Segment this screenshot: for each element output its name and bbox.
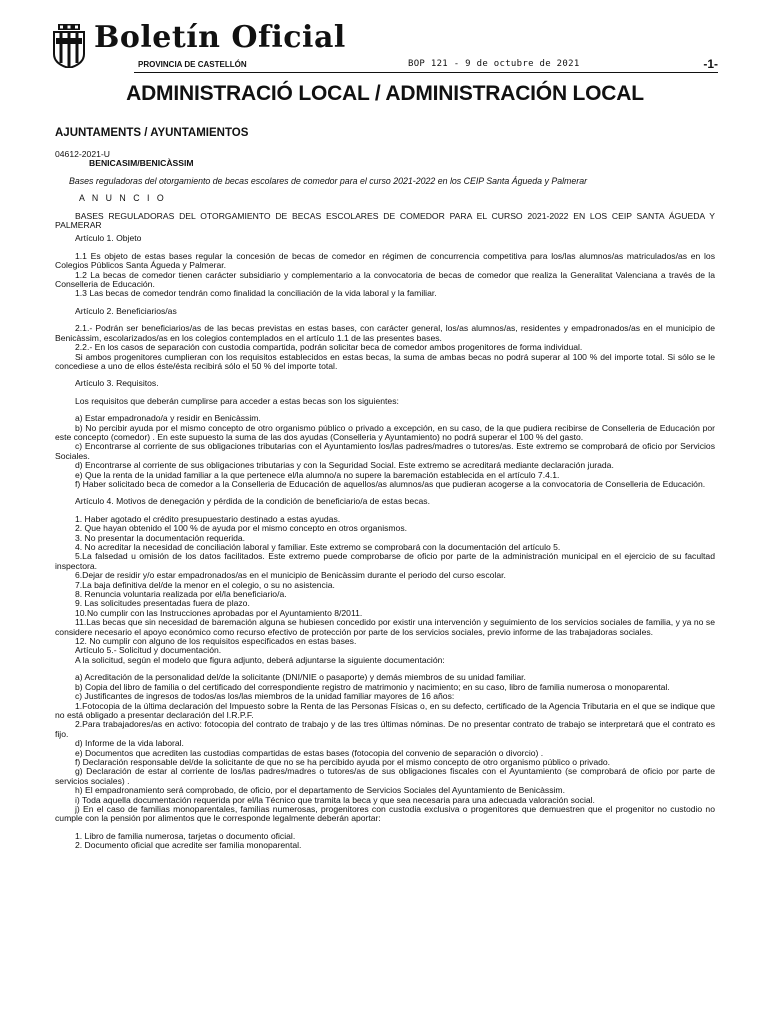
- bulletin-issue-date: BOP 121 - 9 de octubre de 2021: [408, 59, 580, 69]
- article-1-paragraph: 1.3 Las becas de comedor tendrán como finalidad la conciliación de la vida laboral y la familiar.: [75, 288, 437, 299]
- documentation-item: 1.Fotocopia de la última declaración del Impuesto sobre la Renta de las Personas Físicas o, en su defecto, certificado de la Agencia Tributaria en el que se indique que no está obligado a presentar declaración del I.R.P.F.: [55, 700, 715, 720]
- denial-reason-item: 7.La baja definitiva del/de la menor en el colegio, o su no asistencia.: [75, 579, 335, 590]
- article-5-intro: A la solicitud, según el modelo que figura adjunto, deberá adjuntarse la siguiente documentación:: [75, 654, 445, 665]
- documentation-subitem: 2. Documento oficial que acredite ser familia monoparental.: [75, 840, 302, 851]
- requirement-item: d) Encontrarse al corriente de sus obligaciones tributarias y con la Seguridad Social. Este extremo se acreditará mediante declaración jurada.: [75, 460, 614, 471]
- article-2-paragraph: 2.1.- Podrán ser beneficiarios/as de las becas previstas en estas bases, con carácter general, los/as alumnos/as, residentes y empadronados/as en el municipio de Benicàssim, escolarizados/as en los colegios contemplados en el artículo 1.1 de las presentes bases.: [55, 323, 715, 343]
- article-2-paragraph: Si ambos progenitores cumplieran con los requisitos establecidos en estas becas, la suma de ambas becas no podrá superar al 100 % del importe total. Si sólo se le concediese a uno de ellos éste/ésta recibirá sólo el 50 % del importe total.: [55, 351, 715, 371]
- documentation-subitem: 1. Libro de familia numerosa, tarjetas o documento oficial.: [75, 830, 296, 841]
- subsection-heading: AJUNTAMENTS / AYUNTAMIENTOS: [55, 127, 249, 139]
- province-label: PROVINCIA DE CASTELLÓN: [138, 60, 247, 69]
- documentation-item: d) Informe de la vida laboral.: [75, 738, 184, 749]
- document-title: BASES REGULADORAS DEL OTORGAMIENTO DE BECAS ESCOLARES DE COMEDOR PARA EL CURSO 2021-2022 EN LOS CEIP SANTA ÁGUEDA Y PALMERAR: [55, 210, 715, 231]
- document-body: [55, 126, 715, 851]
- reference-code: 04612-2021-U: [55, 149, 110, 159]
- denial-reason-item: 9. Las solicitudes presentadas fuera de plazo.: [75, 598, 250, 609]
- article-1-heading: Artículo 1. Objeto: [75, 233, 142, 244]
- requirement-item: a) Estar empadronado/a y residir en Benicàssim.: [75, 413, 261, 424]
- article-3-intro: Los requisitos que deberán cumplirse para acceder a estas becas son los siguientes:: [75, 395, 399, 406]
- bulletin-header: [52, 22, 718, 74]
- requirement-item: f) Haber solicitado beca de comedor a la Conselleria de Educación de aquellos/as alumnos/as que pudieran acogerse a la convocatoria de Conselleria de Educación.: [75, 478, 706, 489]
- section-title: ADMINISTRACIÓ LOCAL / ADMINISTRACIÓN LOCAL: [126, 82, 644, 105]
- denial-reason-item: 11.Las becas que sin necesidad de baremación alguna se hubiesen concedido por existir una intervención y seguimiento de los servicios sociales de familia, y ya no se considere necesario el apoyo económico como recurso efectivo de protección por parte de los servicios sociales, previo informe de las trabajadoras sociales.: [55, 617, 715, 637]
- denial-reason-item: 8. Renuncia voluntaria realizada por el/la beneficiario/a.: [75, 589, 287, 600]
- denial-reason-item: 10.No cumplir con las Instrucciones aprobadas por el Ayuntamiento 8/2011.: [75, 607, 363, 618]
- documentation-item: h) El empadronamiento será comprobado, de oficio, por el departamento de Servicios Sociales del Ayuntamiento de Benicàssim.: [75, 785, 565, 796]
- documentation-item: g) Declaración de estar al corriente de los/las padres/madres o tutores/as de sus obligaciones fiscales con el Ayuntamiento (se comprobará de oficio por parte de servicios sociales) .: [55, 766, 715, 786]
- article-2-paragraph: 2.2.- En los casos de separación con custodia compartida, podrán solicitar beca de comedor ambos progenitores de forma individual.: [75, 342, 583, 353]
- denial-reason-item: 3. No presentar la documentación requerida.: [75, 532, 246, 543]
- documentation-item: i) Toda aquella documentación requerida por el/la Técnico que tramita la beca y que sea necesaria para una adecuada valoración social.: [75, 794, 595, 805]
- documentation-item: j) En el caso de familias monoparentales, familias numerosas, progenitores con custodia exclusiva o progenitores que demuestren que el progenitor no custodio no cumple con la pensión por alimentos que le corresponde legalmente deberán aportar:: [55, 803, 715, 824]
- documentation-item: e) Documentos que acrediten las custodias compartidas de estas bases (fotocopia del convenio de separación o divorcio) .: [75, 747, 544, 758]
- article-1-paragraph: 1.1 Es objeto de estas bases regular la concesión de becas de comedor en régimen de concurrencia competitiva para los/las alumnos/as matriculados/as en los Colegios Públicos Santa Águeda y Palmerar.: [55, 250, 715, 271]
- header-divider: [134, 72, 718, 73]
- article-5-heading: Artículo 5.- Solicitud y documentación.: [75, 645, 222, 656]
- bulletin-brand: Boletín Oficial: [94, 20, 346, 55]
- documentation-item: 2.Para trabajadores/as en activo: fotocopia del contrato de trabajo y de las tres últimas nóminas. De no presentar contrato de trabajo se interpretará que el contrato es fijo.: [55, 719, 715, 739]
- denial-reason-item: 5.La falsedad u omisión de los datos facilitados. Este extremo puede comprobarse de oficio por parte de la administración municipal en el ejercicio de su facultad inspectora.: [55, 551, 715, 571]
- requirement-item: c) Encontrarse al corriente de sus obligaciones tributarias con el Ayuntamiento los/las padres/madres o tutores/as. Este extremo se comprobará de oficio por Servicios Sociales.: [55, 441, 715, 461]
- article-1-paragraph: 1.2 La becas de comedor tienen carácter subsidiario y complementario a la convocatoria de becas de comedor que realiza la Generalitat Valenciana a través de la Conselleria de Educación.: [55, 269, 715, 290]
- denial-reason-item: 12. No cumplir con alguno de los requisitos especificados en estas bases.: [75, 636, 357, 647]
- article-2-heading: Artículo 2. Beneficiarios/as: [75, 305, 177, 316]
- denial-reason-item: 6.Dejar de residir y/o estar empadronados/as en el municipio de Benicàssim durante el periodo del curso escolar.: [75, 570, 506, 581]
- documentation-item: a) Acreditación de la personalidad del/de la solicitante (DNI/NIE o pasaporte) y demás miembros de su unidad familiar.: [75, 672, 526, 683]
- municipality-name: BENICASIM/BENICÀSSIM: [89, 158, 194, 169]
- requirement-item: b) No percibir ayuda por el mismo concepto de otro organismo público o privado a excepción, en su caso, de la que pudiera recibirse de Conselleria de Educación por este concepto (comedor) . En este supuesto la suma de las dos ayudas (Conselleria y Ayuntamiento) no podrá superar el 100 % del gasto.: [55, 422, 715, 442]
- denial-reason-item: 4. No acreditar la necesidad de conciliación laboral y familiar. Este extremo se comprobará con la documentación del artículo 5.: [75, 542, 561, 552]
- denial-reason-item: 2. Que hayan obtenido el 100 % de ayuda por el mismo concepto en otros organismos.: [75, 523, 408, 534]
- denial-reason-item: 1. Haber agotado el crédito presupuestario destinado a estas ayudas.: [75, 513, 341, 524]
- documentation-item: f) Declaración responsable del/de la solicitante de que no se ha percibido ayuda por el mismo concepto de otro organismo público o privado.: [75, 756, 611, 767]
- anuncio-label: A N U N C I O: [79, 193, 167, 204]
- documentation-item: b) Copia del libro de familia o del certificado del correspondiente registro de matrimonio y nacimiento; en su caso, libro de familia numerosa o monoparental.: [75, 681, 670, 692]
- documentation-item: c) Justificantes de ingresos de todos/as los/las miembros de la unidad familiar mayores de 16 años:: [75, 691, 455, 702]
- requirement-item: e) Que la renta de la unidad familiar a la que pertenece el/la alumno/a no supere la baremación establecida en el artículo 7.4.1.: [75, 469, 560, 480]
- bases-subtitle: Bases reguladoras del otorgamiento de becas escolares de comedor para el curso 2021-2022 en los CEIP Santa Águeda y Palmerar: [69, 175, 588, 186]
- article-4-heading: Artículo 4. Motivos de denegación y pérdida de la condición de beneficiario/a de estas becas.: [75, 496, 430, 507]
- page-number: -1-: [703, 57, 718, 71]
- article-3-heading: Artículo 3. Requisitos.: [75, 378, 159, 389]
- coat-of-arms-icon: [52, 24, 86, 68]
